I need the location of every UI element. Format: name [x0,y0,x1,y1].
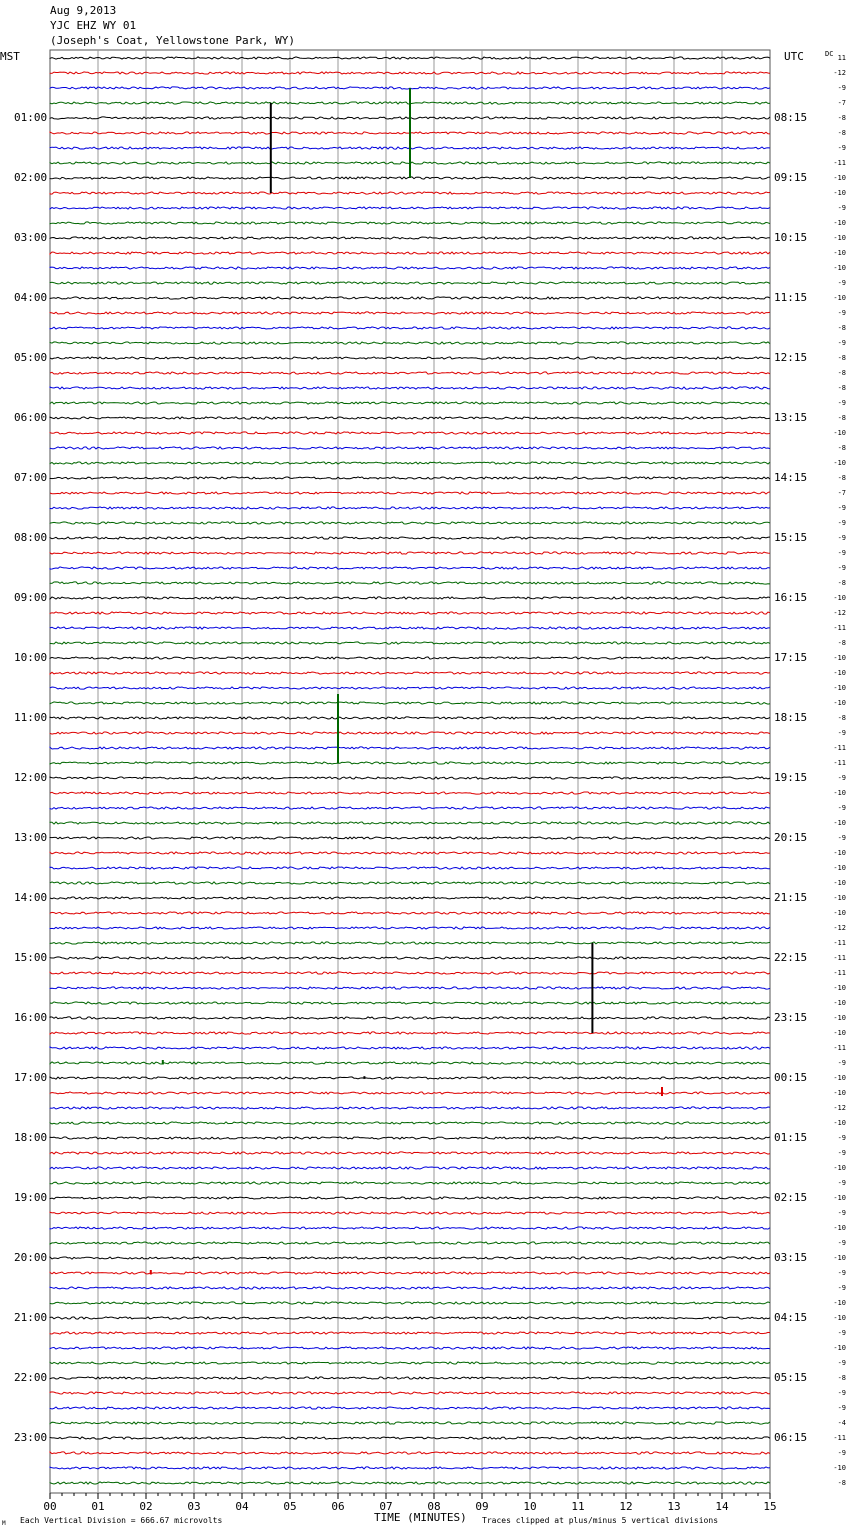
x-axis-title: TIME (MINUTES) [374,1511,467,1524]
x-tick-label: 03 [187,1500,201,1513]
utc-time-label: 11:15 [774,291,808,304]
dc-offset-value: -9 [837,1359,846,1367]
dc-offset-value: -9 [837,1239,846,1247]
seismic-trace [50,402,770,404]
seismic-trace [50,912,770,914]
dc-offset-value: -10 [833,879,846,887]
seismic-trace [50,372,770,374]
dc-offset-value: -10 [833,429,846,437]
utc-time-label: 08:15 [774,111,808,124]
seismic-trace [50,927,770,929]
seismic-trace [50,762,770,764]
dc-offset-value: -10 [833,1119,846,1127]
dc-offset-value: -10 [833,1014,846,1022]
mst-hour-label: 19:00 [14,1191,48,1204]
x-tick-label: 15 [763,1500,777,1513]
seismic-trace [50,1287,770,1289]
seismic-trace [50,807,770,809]
utc-time-label: 01:15 [774,1131,808,1144]
seismic-trace [50,792,770,794]
dc-offset-value: -10 [833,294,846,302]
seismic-trace [50,942,770,944]
seismic-trace [50,1362,770,1364]
dc-offset-value: -9 [837,1449,846,1457]
x-tick-label: 04 [235,1500,249,1513]
utc-time-label: 18:15 [774,711,808,724]
mst-hour-label: 21:00 [14,1311,48,1324]
utc-time-label: 14:15 [774,471,808,484]
seismic-trace [50,522,770,524]
dc-offset-value: -8 [837,1374,846,1382]
dc-offset-value: -10 [833,1029,846,1037]
dc-offset-value: -8 [837,414,846,422]
dc-offset-value: -10 [833,264,846,272]
seismic-trace [50,852,770,854]
seismic-trace [50,1137,770,1139]
dc-offset-value: -10 [833,1254,846,1262]
dc-offset-value: -12 [833,609,846,617]
mst-hour-label: 08:00 [14,531,48,544]
mst-hour-label: 18:00 [14,1131,48,1144]
dc-offset-value: -10 [833,909,846,917]
seismic-trace [50,612,770,614]
dc-offset-value: -9 [837,519,846,527]
seismic-trace [50,1407,770,1409]
utc-time-label: 19:15 [774,771,808,784]
seismic-trace [50,1062,770,1064]
seismic-trace [50,1212,770,1214]
dc-offset-value: 11 [837,54,846,62]
seismic-trace [50,282,770,284]
dc-offset-value: -8 [837,354,846,362]
utc-time-label: 13:15 [774,411,808,424]
mst-hour-label: 07:00 [14,471,48,484]
seismic-trace [50,957,770,959]
dc-offset-value: -10 [833,1344,846,1352]
seismic-trace [50,1257,770,1259]
x-tick-label: 07 [379,1500,393,1513]
dc-offset-value: -8 [837,444,846,452]
seismic-trace [50,462,770,464]
utc-time-label: 15:15 [774,531,808,544]
dc-offset-value: -9 [837,1329,846,1337]
dc-offset-value: -11 [833,1044,846,1052]
mst-hour-label: 13:00 [14,831,48,844]
dc-offset-value: -10 [833,1074,846,1082]
dc-offset-value: -11 [833,159,846,167]
dc-offset-value: -10 [833,189,846,197]
seismic-trace [50,822,770,824]
station-code: YJC EHZ WY 01 [50,19,137,32]
dc-offset-value: -9 [837,399,846,407]
seismic-trace [50,1317,770,1319]
dc-offset-value: -9 [837,204,846,212]
seismic-trace [50,1167,770,1169]
x-tick-label: 09 [475,1500,489,1513]
utc-time-label: 21:15 [774,891,808,904]
dc-offset-value: -10 [833,1164,846,1172]
dc-offset-value: -11 [833,954,846,962]
dc-offset-value: -8 [837,369,846,377]
dc-offset-value: -9 [837,1284,846,1292]
dc-offset-value: -8 [837,1479,846,1487]
dc-offset-value: -10 [833,1299,846,1307]
utc-time-label: 23:15 [774,1011,808,1024]
dc-offset-value: -9 [837,309,846,317]
utc-time-label: 06:15 [774,1431,808,1444]
dc-offset-value: -11 [833,1434,846,1442]
dc-offset-value: -9 [837,804,846,812]
x-tick-label: 14 [715,1500,729,1513]
x-tick-label: 10 [523,1500,537,1513]
dc-offset-value: -9 [837,1209,846,1217]
seismic-trace [50,867,770,869]
dc-offset-value: -10 [833,894,846,902]
scale-note: Each Vertical Division = 666.67 microvolts [20,1516,223,1525]
seismic-trace [50,237,770,239]
mst-hour-label: 06:00 [14,411,48,424]
seismic-trace [50,57,770,59]
seismic-trace [50,1182,770,1184]
mst-hour-label: 14:00 [14,891,48,904]
dc-offset-value: -10 [833,234,846,242]
dc-offset-value: -12 [833,1104,846,1112]
seismic-trace [50,267,770,269]
seismic-trace [50,567,770,569]
seismic-trace [50,327,770,329]
mst-hour-label: 09:00 [14,591,48,604]
seismic-trace [50,672,770,674]
mst-hour-label: 01:00 [14,111,48,124]
dc-offset-value: -8 [837,384,846,392]
dc-offset-value: -9 [837,144,846,152]
x-tick-label: 08 [427,1500,441,1513]
utc-time-label: 17:15 [774,651,808,664]
dc-offset-value: -8 [837,324,846,332]
dc-offset-value: -9 [837,774,846,782]
seismic-trace [50,432,770,434]
seismic-trace [50,1107,770,1109]
seismic-trace [50,507,770,509]
dc-offset-value: -9 [837,1059,846,1067]
seismic-trace [50,837,770,839]
dc-offset-value: -7 [837,99,846,107]
plot-frame [50,50,770,1493]
dc-offset-value: -10 [833,174,846,182]
seismic-trace [50,972,770,974]
seismic-trace [50,1002,770,1004]
dc-offset-value: -10 [833,1224,846,1232]
seismic-trace [50,702,770,704]
corner-mark: M [2,1520,6,1527]
mst-hour-label: 15:00 [14,951,48,964]
seismic-trace [50,732,770,734]
mst-hour-label: 05:00 [14,351,48,364]
dc-offset-value: -10 [833,669,846,677]
seismic-trace [50,222,770,224]
dc-offset-value: -9 [837,1179,846,1187]
seismic-trace [50,1227,770,1229]
seismic-trace [50,582,770,584]
seismic-trace [50,1392,770,1394]
seismic-trace [50,1122,770,1124]
mst-hour-label: 04:00 [14,291,48,304]
x-tick-label: 01 [91,1500,105,1513]
seismic-trace [50,492,770,494]
dc-offset-value: -10 [833,684,846,692]
dc-offset-value: -7 [837,489,846,497]
seismic-trace [50,897,770,899]
mst-hour-label: 23:00 [14,1431,48,1444]
dc-offset-value: -10 [833,594,846,602]
dc-offset-value: -9 [837,834,846,842]
dc-offset-value: -10 [833,219,846,227]
dc-offset-value: -9 [837,339,846,347]
utc-axis-label: UTC [784,50,804,63]
dc-offset-value: -10 [833,654,846,662]
dc-offset-value: -10 [833,459,846,467]
seismic-trace [50,1242,770,1244]
mst-hour-label: 22:00 [14,1371,48,1384]
dc-offset-value: -10 [833,1464,846,1472]
dc-offset-value: -4 [837,1419,846,1427]
seismic-trace [50,1377,770,1379]
x-tick-label: 00 [43,1500,57,1513]
dc-offset-value: -10 [833,999,846,1007]
x-tick-label: 12 [619,1500,633,1513]
x-tick-label: 05 [283,1500,297,1513]
seismic-trace [50,987,770,989]
dc-offset-label: DC [825,50,834,58]
dc-offset-value: -8 [837,114,846,122]
mst-hour-label: 11:00 [14,711,48,724]
mst-hour-label: 03:00 [14,231,48,244]
seismic-trace [50,1332,770,1334]
seismic-trace [50,1077,770,1079]
dc-offset-value: -11 [833,744,846,752]
dc-offset-value: -10 [833,249,846,257]
utc-time-label: 05:15 [774,1371,808,1384]
seismic-trace [50,192,770,194]
seismic-trace [50,537,770,539]
dc-offset-value: -10 [833,1194,846,1202]
mst-hour-label: 16:00 [14,1011,48,1024]
dc-offset-value: -10 [833,819,846,827]
seismic-trace [50,597,770,599]
utc-time-label: 16:15 [774,591,808,604]
seismic-trace [50,1047,770,1049]
seismic-trace [50,477,770,479]
seismic-trace [50,387,770,389]
dc-offset-value: -8 [837,474,846,482]
seismic-trace [50,642,770,644]
dc-offset-value: -9 [837,549,846,557]
dc-offset-value: -10 [833,789,846,797]
seismic-trace [50,1347,770,1349]
utc-time-label: 02:15 [774,1191,808,1204]
seismic-trace [50,1152,770,1154]
seismic-trace [50,447,770,449]
seismic-trace [50,417,770,419]
utc-time-label: 04:15 [774,1311,808,1324]
dc-offset-value: -9 [837,1134,846,1142]
utc-time-label: 22:15 [774,951,808,964]
dc-offset-value: -11 [833,939,846,947]
utc-time-label: 03:15 [774,1251,808,1264]
seismic-trace [50,252,770,254]
seismic-trace [50,552,770,554]
dc-offset-value: -9 [837,729,846,737]
seismic-trace [50,627,770,629]
chart-date: Aug 9,2013 [50,4,117,17]
dc-offset-value: -11 [833,759,846,767]
dc-offset-value: -9 [837,504,846,512]
dc-offset-value: -8 [837,579,846,587]
dc-offset-value: -10 [833,1314,846,1322]
x-tick-label: 06 [331,1500,345,1513]
station-location: (Joseph's Coat, Yellowstone Park, WY) [50,34,296,47]
seismic-trace [50,882,770,884]
clip-note: Traces clipped at plus/minus 5 vertical divisions [482,1516,719,1525]
dc-offset-value: -12 [833,69,846,77]
x-tick-label: 11 [571,1500,585,1513]
dc-offset-value: -9 [837,564,846,572]
seismic-trace [50,1482,770,1484]
dc-offset-value: -9 [837,534,846,542]
dc-offset-value: -9 [837,1389,846,1397]
dc-offset-value: -9 [837,84,846,92]
seismic-trace [50,777,770,779]
seismic-trace [50,297,770,299]
seismic-trace [50,1437,770,1439]
dc-offset-value: -10 [833,984,846,992]
mst-axis-label: MST [0,50,20,63]
seismic-trace [50,207,770,209]
dc-offset-value: -8 [837,129,846,137]
seismic-trace [50,717,770,719]
mst-hour-label: 20:00 [14,1251,48,1264]
dc-offset-value: -9 [837,279,846,287]
dc-offset-value: -10 [833,1089,846,1097]
mst-hour-label: 02:00 [14,171,48,184]
dc-offset-value: -9 [837,1149,846,1157]
dc-offset-value: -8 [837,714,846,722]
utc-time-label: 20:15 [774,831,808,844]
mst-hour-label: 12:00 [14,771,48,784]
utc-time-label: 09:15 [774,171,808,184]
seismic-trace [50,312,770,314]
dc-offset-value: -10 [833,849,846,857]
seismic-trace [50,72,770,74]
mst-hour-label: 10:00 [14,651,48,664]
seismic-trace [50,1467,770,1469]
seismic-trace [50,342,770,344]
dc-offset-value: -9 [837,1269,846,1277]
dc-offset-value: -10 [833,699,846,707]
x-tick-label: 13 [667,1500,681,1513]
seismic-trace [50,1017,770,1019]
dc-offset-value: -11 [833,969,846,977]
seismic-trace [50,1032,770,1034]
dc-offset-value: -11 [833,624,846,632]
dc-offset-value: -8 [837,639,846,647]
mst-hour-label: 17:00 [14,1071,48,1084]
seismic-trace [50,1197,770,1199]
seismic-trace [50,687,770,689]
seismic-trace [50,747,770,749]
dc-offset-value: -12 [833,924,846,932]
dc-offset-value: -10 [833,864,846,872]
utc-time-label: 12:15 [774,351,808,364]
seismic-trace [50,1452,770,1454]
seismic-trace [50,357,770,359]
seismic-trace [50,1422,770,1424]
utc-time-label: 00:15 [774,1071,808,1084]
seismic-trace [50,1302,770,1304]
dc-offset-value: -9 [837,1404,846,1412]
utc-time-label: 10:15 [774,231,808,244]
seismic-trace [50,1272,770,1274]
x-tick-label: 02 [139,1500,153,1513]
seismic-trace [50,657,770,659]
